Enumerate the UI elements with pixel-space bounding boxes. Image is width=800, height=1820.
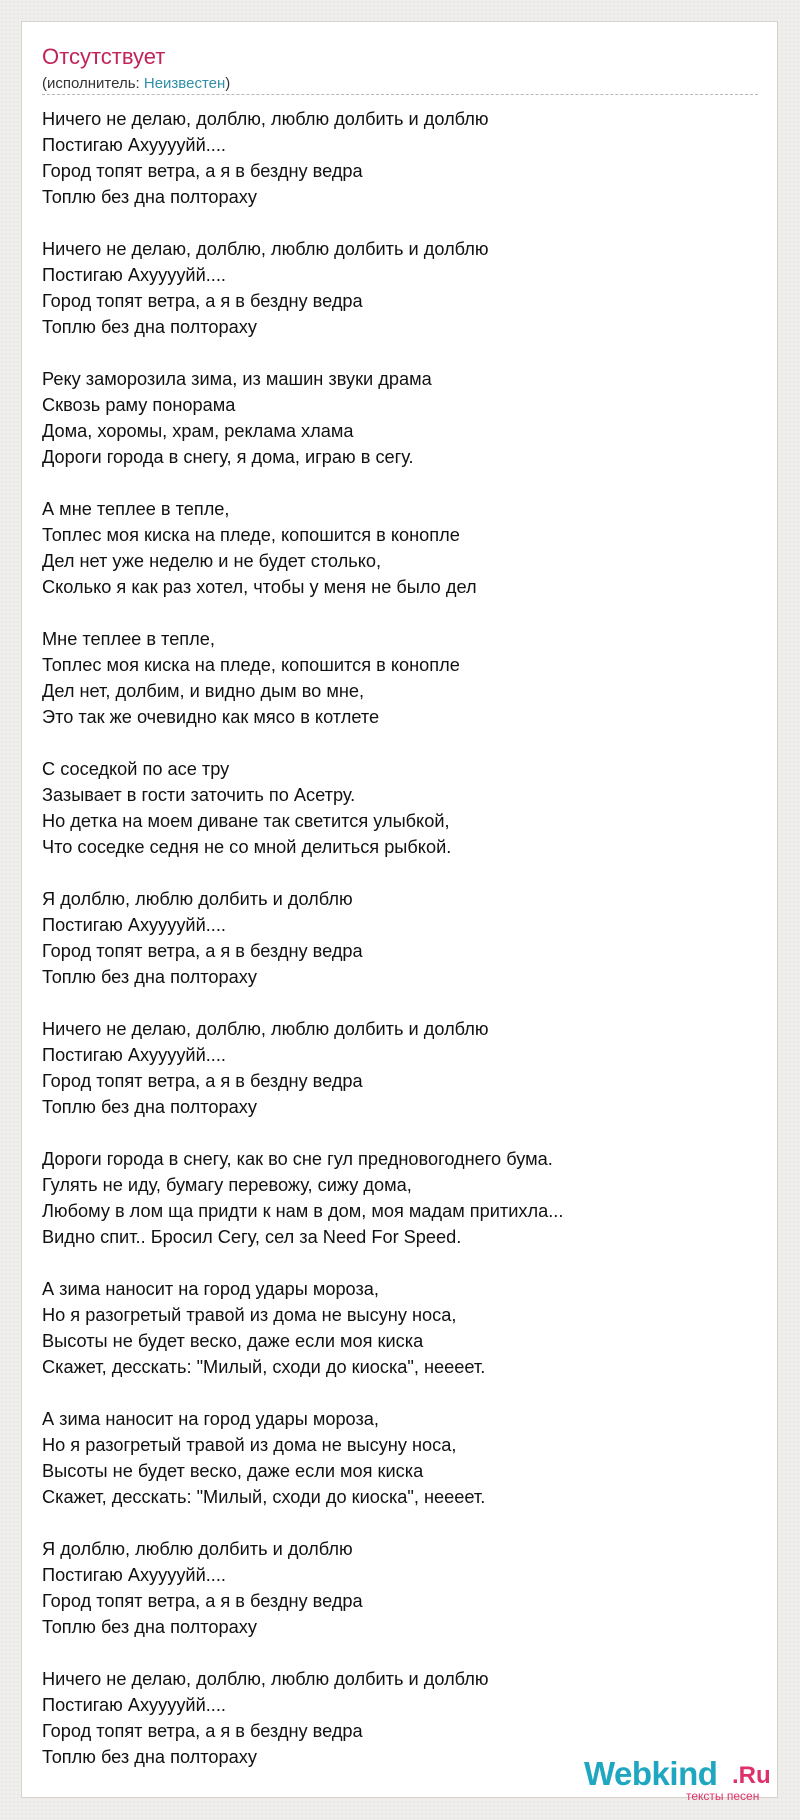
lyrics-line: Реку заморозила зима, из машин звуки драма bbox=[42, 369, 432, 389]
lyrics-stanza bbox=[42, 236, 758, 340]
artist-line bbox=[42, 74, 230, 94]
lyrics-line: Постигаю Ахууууйй.... bbox=[42, 915, 226, 935]
lyrics-line: Постигаю Ахууууйй.... bbox=[42, 1565, 226, 1585]
lyrics-line: Но детка на моем диване так светится улыбкой, bbox=[42, 811, 450, 831]
lyrics-line: А зима наносит на город удары мороза, bbox=[42, 1409, 379, 1429]
lyrics-stanza bbox=[42, 1536, 758, 1640]
lyrics-line: Сколько я как раз хотел, чтобы у меня не было дел bbox=[42, 577, 477, 597]
lyrics-line: Постигаю Ахууууйй.... bbox=[42, 135, 226, 155]
artist-link[interactable]: Неизвестен bbox=[143, 75, 226, 92]
lyrics-line: Дома, хоромы, храм, реклама хлама bbox=[42, 421, 354, 441]
lyrics-line: Постигаю Ахууууйй.... bbox=[42, 1695, 226, 1715]
lyrics-line: Это так же очевидно как мясо в котлете bbox=[42, 707, 380, 727]
lyrics-line: Постигаю Ахууууйй.... bbox=[42, 1045, 226, 1065]
logo-subtitle: тексты песен bbox=[686, 1789, 760, 1803]
lyrics-line: Город топят ветра, а я в бездну ведра bbox=[42, 1721, 363, 1741]
lyrics-line: Скажет, десскать: "Милый, сходи до киоска", неееет. bbox=[42, 1357, 486, 1377]
lyrics-line: Топлю без дна полтораху bbox=[42, 1097, 257, 1117]
lyrics-line: Но я разогретый травой из дома не высуну носа, bbox=[42, 1305, 457, 1325]
lyrics-line: Дел нет уже неделю и не будет столько, bbox=[42, 551, 382, 571]
lyrics-line: Город топят ветра, а я в бездну ведра bbox=[42, 941, 363, 961]
lyrics-text bbox=[42, 106, 758, 1796]
lyrics-line: Топлю без дна полтораху bbox=[42, 1617, 257, 1637]
lyrics-line: Постигаю Ахууууйй.... bbox=[42, 265, 226, 285]
lyrics-line: Гулять не иду, бумагу перевожу, сижу дома, bbox=[42, 1175, 412, 1195]
lyrics-line: Но я разогретый травой из дома не высуну носа, bbox=[42, 1435, 457, 1455]
lyrics-line: Скажет, десскать: "Милый, сходи до киоска", неееет. bbox=[42, 1487, 486, 1507]
lyrics-line: Ничего не делаю, долблю, люблю долбить и долблю bbox=[42, 1669, 489, 1689]
lyrics-line: Топлес моя киска на пледе, копошится в конопле bbox=[42, 655, 460, 675]
lyrics-line: Высоты не будет веско, даже если моя киска bbox=[42, 1331, 424, 1351]
lyrics-line: Ничего не делаю, долблю, люблю долбить и долблю bbox=[42, 109, 489, 129]
webkind-logo[interactable] bbox=[584, 1757, 784, 1807]
lyrics-stanza bbox=[42, 106, 758, 210]
lyrics-line: Я долблю, люблю долбить и долблю bbox=[42, 1539, 353, 1559]
lyrics-line: Любому в лом ща придти к нам в дом, моя мадам притихла... bbox=[42, 1201, 564, 1221]
lyrics-stanza bbox=[42, 756, 758, 860]
lyrics-line: Высоты не будет веско, даже если моя киска bbox=[42, 1461, 424, 1481]
lyrics-line: Топлю без дна полтораху bbox=[42, 1747, 257, 1767]
artist-suffix: ) bbox=[225, 75, 231, 92]
lyrics-line: Топлю без дна полтораху bbox=[42, 317, 257, 337]
logo-word: Webkind bbox=[584, 1755, 718, 1792]
lyrics-line: Топлю без дна полтораху bbox=[42, 967, 257, 987]
lyrics-stanza bbox=[42, 1276, 758, 1380]
lyrics-stanza bbox=[42, 1406, 758, 1510]
lyrics-line: Мне теплее в тепле, bbox=[42, 629, 215, 649]
lyrics-line: Ничего не делаю, долблю, люблю долбить и долблю bbox=[42, 239, 489, 259]
lyrics-line: Ничего не делаю, долблю, люблю долбить и долблю bbox=[42, 1019, 489, 1039]
lyrics-line: Город топят ветра, а я в бездну ведра bbox=[42, 291, 363, 311]
lyrics-line: Сквозь раму понорама bbox=[42, 395, 236, 415]
lyrics-stanza bbox=[42, 886, 758, 990]
song-title: Отсутствует bbox=[42, 44, 166, 69]
lyrics-line: Зазывает в гости заточить по Асетру. bbox=[42, 785, 356, 805]
lyrics-line: Видно спит.. Бросил Сегу, сел за Need For Speed. bbox=[42, 1227, 462, 1247]
lyrics-line: А мне теплее в тепле, bbox=[42, 499, 230, 519]
logo-tld: .Ru bbox=[732, 1762, 771, 1789]
lyrics-line: Город топят ветра, а я в бездну ведра bbox=[42, 1591, 363, 1611]
lyrics-line: С соседкой по асе тру bbox=[42, 759, 230, 779]
lyrics-line: Что соседке седня не со мной делиться рыбкой. bbox=[42, 837, 452, 857]
lyrics-line: Город топят ветра, а я в бездну ведра bbox=[42, 161, 363, 181]
lyrics-line: Топлю без дна полтораху bbox=[42, 187, 257, 207]
lyrics-stanza bbox=[42, 1016, 758, 1120]
lyrics-card bbox=[21, 21, 778, 1803]
lyrics-line: Дороги города в снегу, я дома, играю в сегу. bbox=[42, 447, 414, 467]
artist-prefix: (исполнитель: bbox=[42, 75, 144, 92]
lyrics-stanza bbox=[42, 626, 758, 730]
lyrics-stanza bbox=[42, 1146, 758, 1250]
lyrics-line: Я долблю, люблю долбить и долблю bbox=[42, 889, 353, 909]
lyrics-line: Топлес моя киска на пледе, копошится в конопле bbox=[42, 525, 460, 545]
lyrics-line: Дел нет, долбим, и видно дым во мне, bbox=[42, 681, 365, 701]
lyrics-stanza bbox=[42, 366, 758, 470]
lyrics-line: А зима наносит на город удары мороза, bbox=[42, 1279, 379, 1299]
lyrics-line: Город топят ветра, а я в бездну ведра bbox=[42, 1071, 363, 1091]
lyrics-line: Дороги города в снегу, как во сне гул предновогоднего бума. bbox=[42, 1149, 553, 1169]
dashed-divider bbox=[42, 94, 758, 95]
lyrics-stanza bbox=[42, 496, 758, 600]
